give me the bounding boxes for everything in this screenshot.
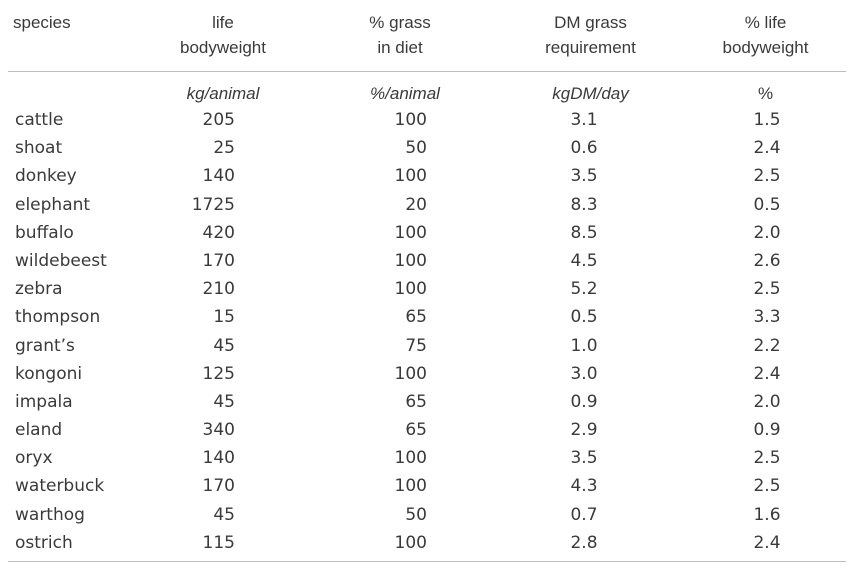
cell-grass-in-diet: 100 xyxy=(394,363,427,384)
units-row xyxy=(0,80,857,108)
header-species: species xyxy=(13,13,71,32)
table-row xyxy=(0,106,857,134)
cell-life-bodyweight: 45 xyxy=(213,335,235,356)
cell-species: impala xyxy=(15,391,73,412)
cell-grass-in-diet: 20 xyxy=(405,194,427,215)
cell-species: donkey xyxy=(15,166,77,187)
cell-dm-requirement: 5.2 xyxy=(570,279,598,300)
cell-pct-life-bodyweight: 2.0 xyxy=(753,391,781,412)
cell-dm-requirement: 8.5 xyxy=(570,222,598,243)
cell-life-bodyweight: 340 xyxy=(202,420,235,441)
cell-grass-in-diet: 65 xyxy=(405,307,427,328)
cell-species: elephant xyxy=(15,194,91,215)
cell-life-bodyweight: 125 xyxy=(202,363,235,384)
cell-life-bodyweight: 25 xyxy=(213,138,235,159)
cell-grass-in-diet: 65 xyxy=(405,420,427,441)
cell-pct-life-bodyweight: 0.9 xyxy=(753,420,781,441)
cell-life-bodyweight: 210 xyxy=(202,279,235,300)
cell-grass-in-diet: 100 xyxy=(394,532,427,553)
cell-dm-requirement: 8.3 xyxy=(570,194,598,215)
cell-grass-in-diet: 50 xyxy=(405,504,427,525)
header-dm-grass-requirement: DM grass requirement xyxy=(545,13,636,57)
cell-species: ostrich xyxy=(15,532,73,553)
cell-species: waterbuck xyxy=(15,476,105,497)
cell-grass-in-diet: 50 xyxy=(405,138,427,159)
cell-grass-in-diet: 100 xyxy=(394,476,427,497)
cell-dm-requirement: 3.5 xyxy=(570,448,598,469)
cell-pct-life-bodyweight: 2.2 xyxy=(753,335,781,356)
header-pct-life-bodyweight: % life bodyweight xyxy=(722,13,809,57)
cell-dm-requirement: 3.5 xyxy=(570,166,598,187)
table-row xyxy=(0,388,857,416)
cell-dm-requirement: 0.5 xyxy=(570,307,598,328)
cell-dm-requirement: 2.9 xyxy=(570,420,598,441)
cell-species: thompson xyxy=(15,307,101,328)
cell-grass-in-diet: 100 xyxy=(394,279,427,300)
table-row xyxy=(0,162,857,190)
header-grass-in-diet: % grass in diet xyxy=(369,13,431,57)
table-body xyxy=(0,106,857,557)
header-divider xyxy=(8,71,846,72)
cell-dm-requirement: 0.7 xyxy=(570,504,598,525)
cell-species: wildebeest xyxy=(15,250,107,271)
cell-pct-life-bodyweight: 1.6 xyxy=(753,504,781,525)
cell-species: cattle xyxy=(15,110,64,130)
cell-life-bodyweight: 140 xyxy=(202,166,235,187)
cell-dm-requirement: 0.9 xyxy=(570,391,598,412)
cell-pct-life-bodyweight: 2.4 xyxy=(753,363,781,384)
unit-dm-requirement: kgDM/day xyxy=(552,84,629,103)
cell-species: kongoni xyxy=(15,363,83,384)
table-row xyxy=(0,332,857,360)
unit-grass-in-diet: %/animal xyxy=(370,84,440,103)
table-row xyxy=(0,247,857,275)
table-row xyxy=(0,191,857,219)
table-row xyxy=(0,472,857,500)
unit-pct-life-bodyweight: % xyxy=(757,84,774,103)
cell-species: eland xyxy=(15,420,63,441)
cell-life-bodyweight: 140 xyxy=(202,448,235,469)
cell-dm-requirement: 3.0 xyxy=(570,363,598,384)
header-life-bodyweight: life bodyweight xyxy=(179,13,266,57)
table-header-row xyxy=(0,0,857,72)
cell-species: grant’s xyxy=(15,335,75,356)
table-row xyxy=(0,360,857,388)
table-row xyxy=(0,219,857,247)
cell-dm-requirement: 4.3 xyxy=(570,476,598,497)
cell-life-bodyweight: 115 xyxy=(202,532,235,553)
table-row xyxy=(0,529,857,557)
cell-pct-life-bodyweight: 0.5 xyxy=(753,194,781,215)
cell-grass-in-diet: 100 xyxy=(394,166,427,187)
cell-species: oryx xyxy=(15,448,53,469)
cell-pct-life-bodyweight: 2.5 xyxy=(753,166,781,187)
cell-life-bodyweight: 420 xyxy=(202,222,235,243)
table-row xyxy=(0,275,857,303)
cell-pct-life-bodyweight: 2.5 xyxy=(753,476,781,497)
cell-grass-in-diet: 100 xyxy=(394,222,427,243)
cell-pct-life-bodyweight: 2.4 xyxy=(753,532,781,553)
cell-pct-life-bodyweight: 2.4 xyxy=(753,138,781,159)
table-row xyxy=(0,501,857,529)
cell-life-bodyweight: 15 xyxy=(213,307,235,328)
table-row xyxy=(0,444,857,472)
cell-pct-life-bodyweight: 2.6 xyxy=(753,250,781,271)
cell-species: shoat xyxy=(15,138,63,159)
table-bottom-divider xyxy=(8,561,846,562)
cell-species: warthog xyxy=(15,504,85,525)
cell-pct-life-bodyweight: 2.5 xyxy=(753,279,781,300)
unit-life-bodyweight: kg/animal xyxy=(186,84,260,103)
cell-life-bodyweight: 45 xyxy=(213,504,235,525)
cell-pct-life-bodyweight: 2.0 xyxy=(753,222,781,243)
cell-species: buffalo xyxy=(15,222,74,243)
cell-species: zebra xyxy=(15,279,63,300)
cell-pct-life-bodyweight: 2.5 xyxy=(753,448,781,469)
table-row xyxy=(0,416,857,444)
cell-grass-in-diet: 65 xyxy=(405,391,427,412)
cell-pct-life-bodyweight: 3.3 xyxy=(753,307,781,328)
cell-dm-requirement: 3.1 xyxy=(570,110,598,130)
cell-dm-requirement: 2.8 xyxy=(570,532,598,553)
cell-life-bodyweight: 45 xyxy=(213,391,235,412)
cell-dm-requirement: 1.0 xyxy=(570,335,598,356)
cell-dm-requirement: 0.6 xyxy=(570,138,598,159)
cell-grass-in-diet: 75 xyxy=(405,335,427,356)
cell-life-bodyweight: 1725 xyxy=(191,194,235,215)
table-row xyxy=(0,303,857,331)
cell-life-bodyweight: 170 xyxy=(202,476,235,497)
cell-dm-requirement: 4.5 xyxy=(570,250,598,271)
cell-pct-life-bodyweight: 1.5 xyxy=(753,110,781,130)
cell-life-bodyweight: 170 xyxy=(202,250,235,271)
cell-grass-in-diet: 100 xyxy=(394,448,427,469)
cell-life-bodyweight: 205 xyxy=(202,110,235,130)
cell-grass-in-diet: 100 xyxy=(394,110,427,130)
table-row xyxy=(0,134,857,162)
cell-grass-in-diet: 100 xyxy=(394,250,427,271)
